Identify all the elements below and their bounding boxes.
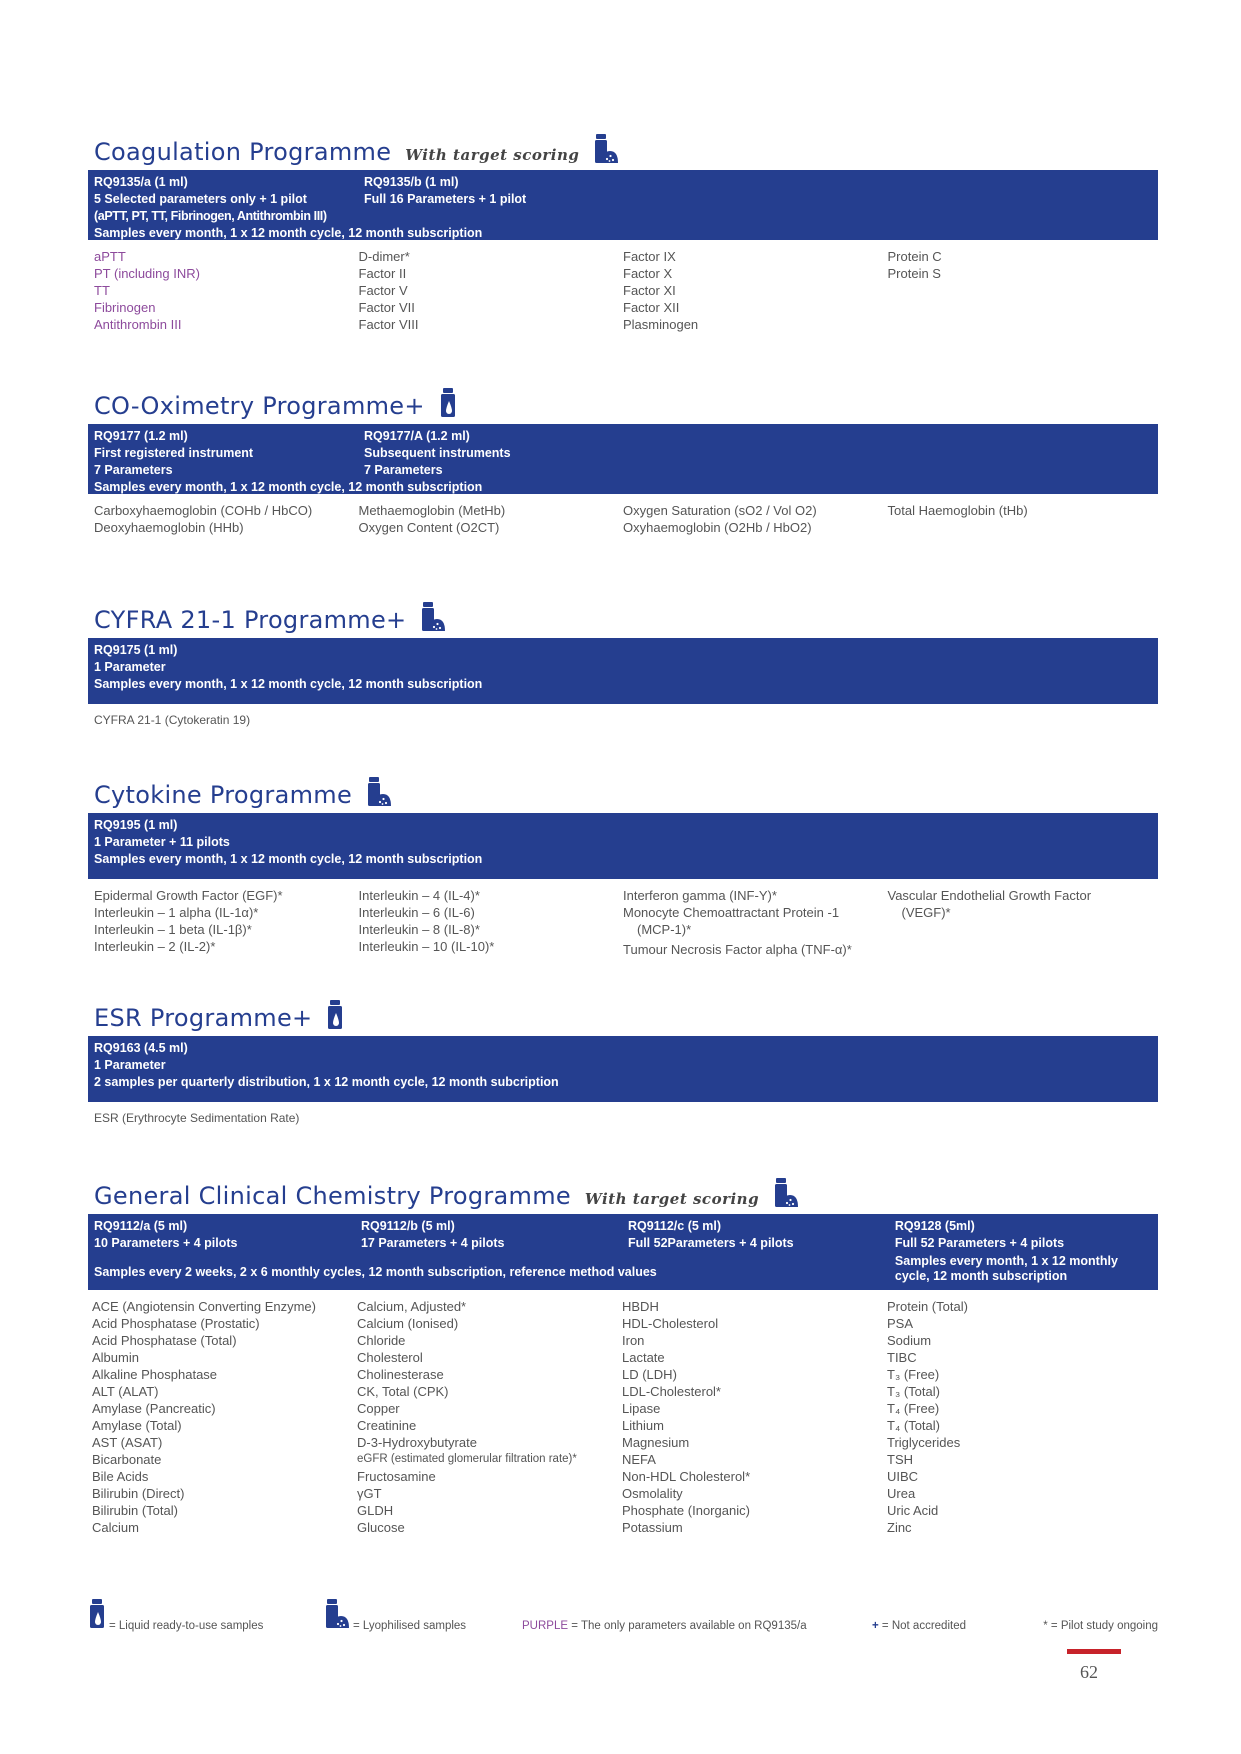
list-item: PT (including INR) <box>94 266 200 281</box>
list-item: Uric Acid <box>887 1503 939 1518</box>
subscription-info: cycle, 12 month subscription <box>894 1269 1068 1283</box>
list-item: T₃ (Total) <box>887 1384 940 1399</box>
legend-liquid <box>88 1599 263 1632</box>
lyophilised-vial-icon <box>324 1599 350 1629</box>
cytokine-title: Cytokine Programme <box>94 781 353 809</box>
legend-purple-text: = The only parameters available on RQ9135/a <box>571 1620 807 1632</box>
list-item: Bilirubin (Direct) <box>92 1486 185 1501</box>
list-item: HDL-Cholesterol <box>622 1316 719 1331</box>
list-item: Bilirubin (Total) <box>92 1503 178 1518</box>
list-item: TSH <box>887 1452 913 1467</box>
legend-purple <box>522 1620 807 1632</box>
liquid-vial-icon <box>439 388 457 418</box>
list-item: Factor X <box>623 266 673 281</box>
product-code: RQ9177 (1.2 ml) <box>94 429 188 443</box>
list-item: Amylase (Total) <box>92 1418 182 1433</box>
list-item: aPTT <box>94 249 126 264</box>
legend-lyophilised-text: = Lyophilised samples <box>353 1620 467 1632</box>
gcc-section <box>88 1174 1158 1536</box>
product-code: RQ9112/b (5 ml) <box>360 1219 455 1233</box>
gcc-title: General Clinical Chemistry Programme <box>94 1182 571 1210</box>
list-item: γGT <box>357 1486 382 1501</box>
gcc-option-c <box>628 1218 895 1284</box>
list-item: Acid Phosphatase (Prostatic) <box>92 1316 260 1331</box>
list-item: CK, Total (CPK) <box>357 1384 449 1399</box>
lyophilised-vial-icon <box>773 1178 799 1208</box>
list-item: Osmolality <box>622 1486 683 1501</box>
list-item: Calcium, Adjusted* <box>357 1299 467 1314</box>
list-item: Fibrinogen <box>94 300 156 315</box>
list-item: Glucose <box>357 1520 405 1535</box>
product-code: RQ9195 (1 ml) <box>94 818 178 832</box>
list-item: T₃ (Free) <box>887 1367 940 1382</box>
parameter-list <box>88 494 1158 536</box>
esr-section <box>88 996 1158 1127</box>
list-item: ALT (ALAT) <box>92 1384 159 1399</box>
list-item: Factor II <box>358 266 407 281</box>
list-item: Calcium (Ionised) <box>357 1316 459 1331</box>
co-oximetry-option-a <box>94 428 364 479</box>
gcc-band <box>88 1214 1158 1290</box>
legend-pilot <box>1043 1620 1158 1632</box>
list-item: Creatinine <box>357 1418 417 1433</box>
list-item: Factor VII <box>358 300 415 315</box>
list-item: Methaemoglobin (MetHb) <box>358 503 506 518</box>
parameter-column <box>92 1298 357 1536</box>
subscription-info: Samples every month, 1 x 12 month cycle, 12 month subscription <box>94 852 483 866</box>
coagulation-band <box>88 170 1158 240</box>
list-item: PSA <box>887 1316 914 1331</box>
product-parameters: Full 16 Parameters + 1 pilot <box>364 192 527 206</box>
co-oximetry-header <box>88 384 1158 424</box>
parameter-column <box>357 1298 622 1536</box>
product-parameters: Full 52Parameters + 4 pilots <box>627 1236 794 1250</box>
product-parameters: 1 Parameter <box>94 1058 166 1072</box>
product-parameters: 7 Parameters <box>364 463 443 477</box>
list-item: Alkaline Phosphatase <box>92 1367 218 1382</box>
list-item: Protein (Total) <box>887 1299 968 1314</box>
coagulation-section <box>88 130 1158 333</box>
parameter-list <box>88 1290 1158 1536</box>
list-item: Factor VIII <box>358 317 419 332</box>
subscription-info: Samples every month, 1 x 12 month cycle, 12 month subscription <box>94 677 483 691</box>
product-parameters: 17 Parameters + 4 pilots <box>360 1236 505 1250</box>
gcc-header <box>88 1174 1158 1214</box>
subscription-info: Samples every month, 1 x 12 monthly <box>894 1254 1118 1268</box>
liquid-vial-icon <box>88 1599 106 1629</box>
list-item: LDL-Cholesterol* <box>622 1384 721 1399</box>
list-item: T₄ (Total) <box>887 1418 940 1433</box>
co-oximetry-section <box>88 384 1158 536</box>
subscription-info: Samples every 2 weeks, 2 x 6 monthly cycles, 12 month subscription, reference method values <box>94 1265 657 1279</box>
list-item: Fructosamine <box>357 1469 436 1484</box>
cyfra-title: CYFRA 21-1 Programme+ <box>94 606 407 634</box>
product-description: First registered instrument <box>94 446 254 460</box>
list-item: Interleukin – 8 (IL-8)* <box>358 922 480 937</box>
list-item: Amylase (Pancreatic) <box>92 1401 216 1416</box>
list-item: Sodium <box>887 1333 932 1348</box>
legend-liquid-text: = Liquid ready-to-use samples <box>109 1620 264 1632</box>
list-item: Vascular Endothelial Growth Factor <box>887 888 1092 903</box>
product-parameters: Full 52 Parameters + 4 pilots <box>894 1236 1065 1250</box>
list-item: Cholesterol <box>357 1350 423 1365</box>
coagulation-option-b <box>364 174 634 225</box>
legend-purple-tag: PURPLE <box>522 1620 569 1632</box>
list-item: T₄ (Free) <box>887 1401 940 1416</box>
co-oximetry-option-b <box>364 428 634 479</box>
list-item: Copper <box>357 1401 400 1416</box>
list-item: Urea <box>887 1486 916 1501</box>
subscription-info: 2 samples per quarterly distribution, 1 x 12 month cycle, 12 month subcription <box>94 1075 559 1089</box>
co-oximetry-band <box>88 424 1158 494</box>
list-item: Interleukin – 1 beta (IL-1β)* <box>94 922 252 937</box>
legend-lyophilised <box>324 1599 466 1632</box>
list-item: eGFR (estimated glomerular filtration rate)* <box>357 1453 577 1465</box>
list-item: Tumour Necrosis Factor alpha (TNF-α)* <box>623 942 852 957</box>
list-item: D-dimer* <box>358 249 410 264</box>
product-parameters: 7 Parameters <box>94 463 173 477</box>
list-item: D-3-Hydroxybutyrate <box>357 1435 477 1450</box>
list-item: Oxygen Content (O2CT) <box>358 520 500 535</box>
parameter-list <box>88 1102 1158 1127</box>
coagulation-option-a <box>94 174 364 225</box>
list-item: TT <box>94 283 110 298</box>
legend-plus-tag: + <box>872 1620 879 1632</box>
list-item: CYFRA 21-1 (Cytokeratin 19) <box>94 713 251 727</box>
list-item: Bicarbonate <box>92 1452 162 1467</box>
list-item: Acid Phosphatase (Total) <box>92 1333 237 1348</box>
list-item: Interleukin – 6 (IL-6) <box>358 905 475 920</box>
list-item: Magnesium <box>622 1435 690 1450</box>
product-parameters: 5 Selected parameters only + 1 pilot <box>94 192 307 206</box>
list-item: Phosphate (Inorganic) <box>622 1503 750 1518</box>
list-item: Bile Acids <box>92 1469 149 1484</box>
list-item: Deoxyhaemoglobin (HHb) <box>94 520 244 535</box>
list-item: TIBC <box>887 1350 917 1365</box>
list-item: HBDH <box>622 1299 659 1314</box>
esr-band <box>88 1036 1158 1102</box>
esr-title: ESR Programme+ <box>94 1004 313 1032</box>
list-item: UIBC <box>887 1469 919 1484</box>
list-item: Protein S <box>887 266 941 281</box>
product-code: RQ9163 (4.5 ml) <box>94 1041 188 1055</box>
list-item: (VEGF)* <box>901 905 951 920</box>
list-item: Cholinesterase <box>357 1367 444 1382</box>
product-parameters: 10 Parameters + 4 pilots <box>94 1236 238 1250</box>
product-code: RQ9128 (5ml) <box>894 1219 975 1233</box>
legend-pilot-text: * = Pilot study ongoing <box>1043 1620 1158 1632</box>
lyophilised-vial-icon <box>366 777 392 807</box>
list-item: Interleukin – 10 (IL-10)* <box>358 939 495 954</box>
esr-header <box>88 996 1158 1036</box>
product-description: Subsequent instruments <box>364 446 511 460</box>
coagulation-title: Coagulation Programme <box>94 138 392 166</box>
product-code: RQ9112/a (5 ml) <box>94 1219 188 1233</box>
list-item: Lipase <box>622 1401 661 1416</box>
list-item: Chloride <box>357 1333 406 1348</box>
list-item: Triglycerides <box>887 1435 961 1450</box>
list-item: Factor XII <box>623 300 680 315</box>
list-item: Interleukin – 1 alpha (IL-1α)* <box>94 905 259 920</box>
subscription-info: Samples every month, 1 x 12 month cycle, 12 month subscription <box>94 226 483 240</box>
list-item: Antithrombin III <box>94 317 182 332</box>
lyophilised-vial-icon <box>593 134 619 164</box>
coagulation-subtitle: With target scoring <box>405 146 580 164</box>
parameter-column <box>887 1298 1152 1536</box>
liquid-vial-icon <box>326 1000 344 1030</box>
product-parameters: 1 Parameter + 11 pilots <box>94 835 230 849</box>
list-item: Factor IX <box>623 249 676 264</box>
list-item: Albumin <box>92 1350 139 1365</box>
list-item: GLDH <box>357 1503 394 1518</box>
list-item: ACE (Angiotensin Converting Enzyme) <box>92 1299 316 1314</box>
list-item: Oxygen Saturation (sO2 / Vol O2) <box>623 503 817 518</box>
product-parameters: 1 Parameter <box>94 660 166 674</box>
list-item: Total Haemoglobin (tHb) <box>887 503 1028 518</box>
product-parameter-list: (aPTT, PT, TT, Fibrinogen, Antithrombin III) <box>94 209 327 223</box>
list-item: Iron <box>622 1333 645 1348</box>
gcc-subtitle: With target scoring <box>584 1190 760 1208</box>
list-item: Calcium <box>92 1520 139 1535</box>
coagulation-header <box>88 130 1158 170</box>
list-item: Factor V <box>358 283 408 298</box>
legend-plus <box>872 1620 966 1632</box>
list-item: Interleukin – 4 (IL-4)* <box>358 888 480 903</box>
list-item: Protein C <box>887 249 942 264</box>
legend <box>88 1606 1158 1632</box>
product-code: RQ9112/c (5 ml) <box>627 1219 722 1233</box>
cyfra-band <box>88 638 1158 704</box>
list-item: Potassium <box>622 1520 683 1535</box>
list-item: (MCP-1)* <box>637 922 692 937</box>
list-item: Monocyte Chemoattractant Protein -1 <box>623 905 840 920</box>
parameter-column <box>622 1298 887 1536</box>
list-item: AST (ASAT) <box>92 1435 163 1450</box>
cyfra-section <box>88 598 1158 729</box>
product-code: RQ9175 (1 ml) <box>94 643 178 657</box>
page-number-accent <box>1067 1649 1121 1654</box>
list-item: LD (LDH) <box>622 1367 677 1382</box>
parameter-list <box>88 879 1158 958</box>
list-item: Zinc <box>887 1520 912 1535</box>
gcc-option-d <box>895 1218 1152 1284</box>
cytokine-section <box>88 773 1158 958</box>
subscription-info: Samples every month, 1 x 12 month cycle, 12 month subscription <box>94 480 483 494</box>
list-item: Epidermal Growth Factor (EGF)* <box>94 888 283 903</box>
product-code: RQ9177/A (1.2 ml) <box>364 429 470 443</box>
list-item: Lithium <box>622 1418 664 1433</box>
list-item: Non-HDL Cholesterol* <box>622 1469 751 1484</box>
legend-plus-text: = Not accredited <box>881 1620 966 1632</box>
product-code: RQ9135/a (1 ml) <box>94 175 188 189</box>
list-item: Interferon gamma (INF-Y)* <box>623 888 777 903</box>
list-item: Interleukin – 2 (IL-2)* <box>94 939 216 954</box>
cytokine-header <box>88 773 1158 813</box>
list-item: NEFA <box>622 1452 656 1467</box>
list-item: Plasminogen <box>623 317 699 332</box>
list-item: ESR (Erythrocyte Sedimentation Rate) <box>94 1111 300 1125</box>
product-code: RQ9135/b (1 ml) <box>364 175 459 189</box>
list-item: Factor XI <box>623 283 676 298</box>
list-item: Carboxyhaemoglobin (COHb / HbCO) <box>94 503 313 518</box>
page-number: 62 <box>1080 1662 1098 1682</box>
parameter-list <box>88 240 1158 333</box>
list-item: Lactate <box>622 1350 665 1365</box>
parameter-list <box>88 704 1158 729</box>
cytokine-band <box>88 813 1158 879</box>
cyfra-header <box>88 598 1158 638</box>
list-item: Oxyhaemoglobin (O2Hb / HbO2) <box>623 520 812 535</box>
co-oximetry-title: CO-Oximetry Programme+ <box>94 392 425 420</box>
lyophilised-vial-icon <box>420 602 446 632</box>
